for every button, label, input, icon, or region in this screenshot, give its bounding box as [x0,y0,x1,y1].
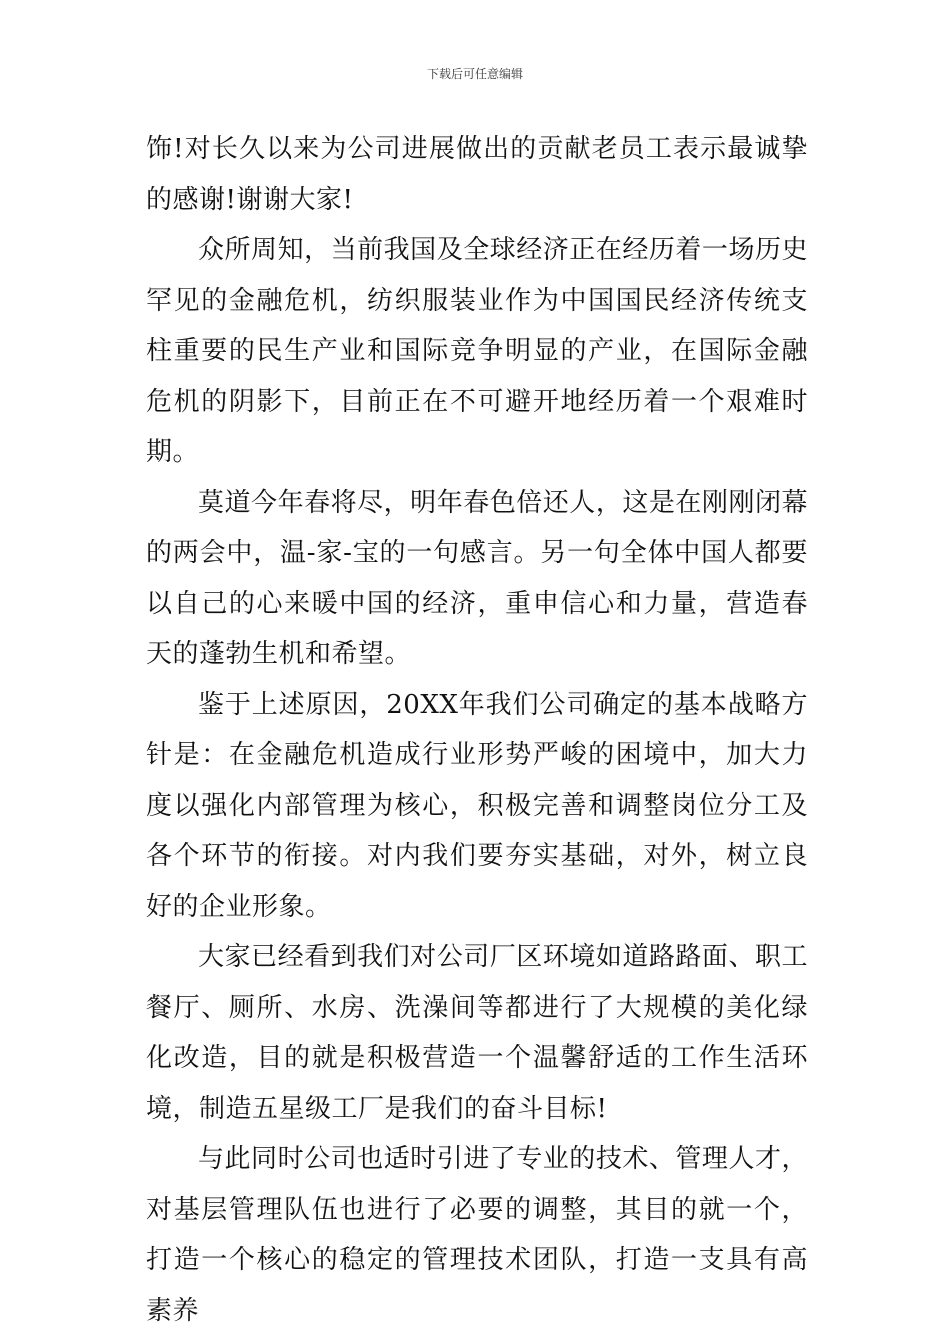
paragraph: 众所周知，当前我国及全球经济正在经历着一场历史罕见的金融危机，纺织服装业作为中国国民经济传统支柱重要的民生产业和国际竞争明显的产业，在国际金融危机的阴影下，目前正在不可避开地经历着一个艰难时期。 [146,235,808,467]
document-body [146,124,808,1336]
paragraph: 莫道今年春将尽，明年春色倍还人，这是在刚刚闭幕的两会中，温-家-宝的一句感言。另一句全体中国人都要以自己的心来暖中国的经济，重申信心和力量，营造春天的蓬勃生机和希望。 [146,487,808,669]
paragraph: 鉴于上述原因，20XX年我们公司确定的基本战略方针是：在金融危机造成行业形势严峻的困境中，加大力度以强化内部管理为核心，积极完善和调整岗位分工及各个环节的衔接。对内我们要夯实基础，对外，树立良好的企业形象。 [146,689,808,922]
paragraph: 大家已经看到我们对公司厂区环境如道路路面、职工餐厅、厕所、水房、洗澡间等都进行了大规模的美化绿化改造，目的就是积极营造一个温馨舒适的工作生活环境，制造五星级工厂是我们的奋斗目标! [146,942,808,1124]
page-header: 下载后可任意编辑 [426,67,523,81]
paragraph-continued: 饰!对长久以来为公司进展做出的贡献老员工表示最诚挚的感谢!谢谢大家! [146,134,808,215]
paragraph: 与此同时公司也适时引进了专业的技术、管理人才，对基层管理队伍也进行了必要的调整，其目的就一个，打造一个核心的稳定的管理技术团队，打造一支具有高素养 [146,1144,808,1326]
